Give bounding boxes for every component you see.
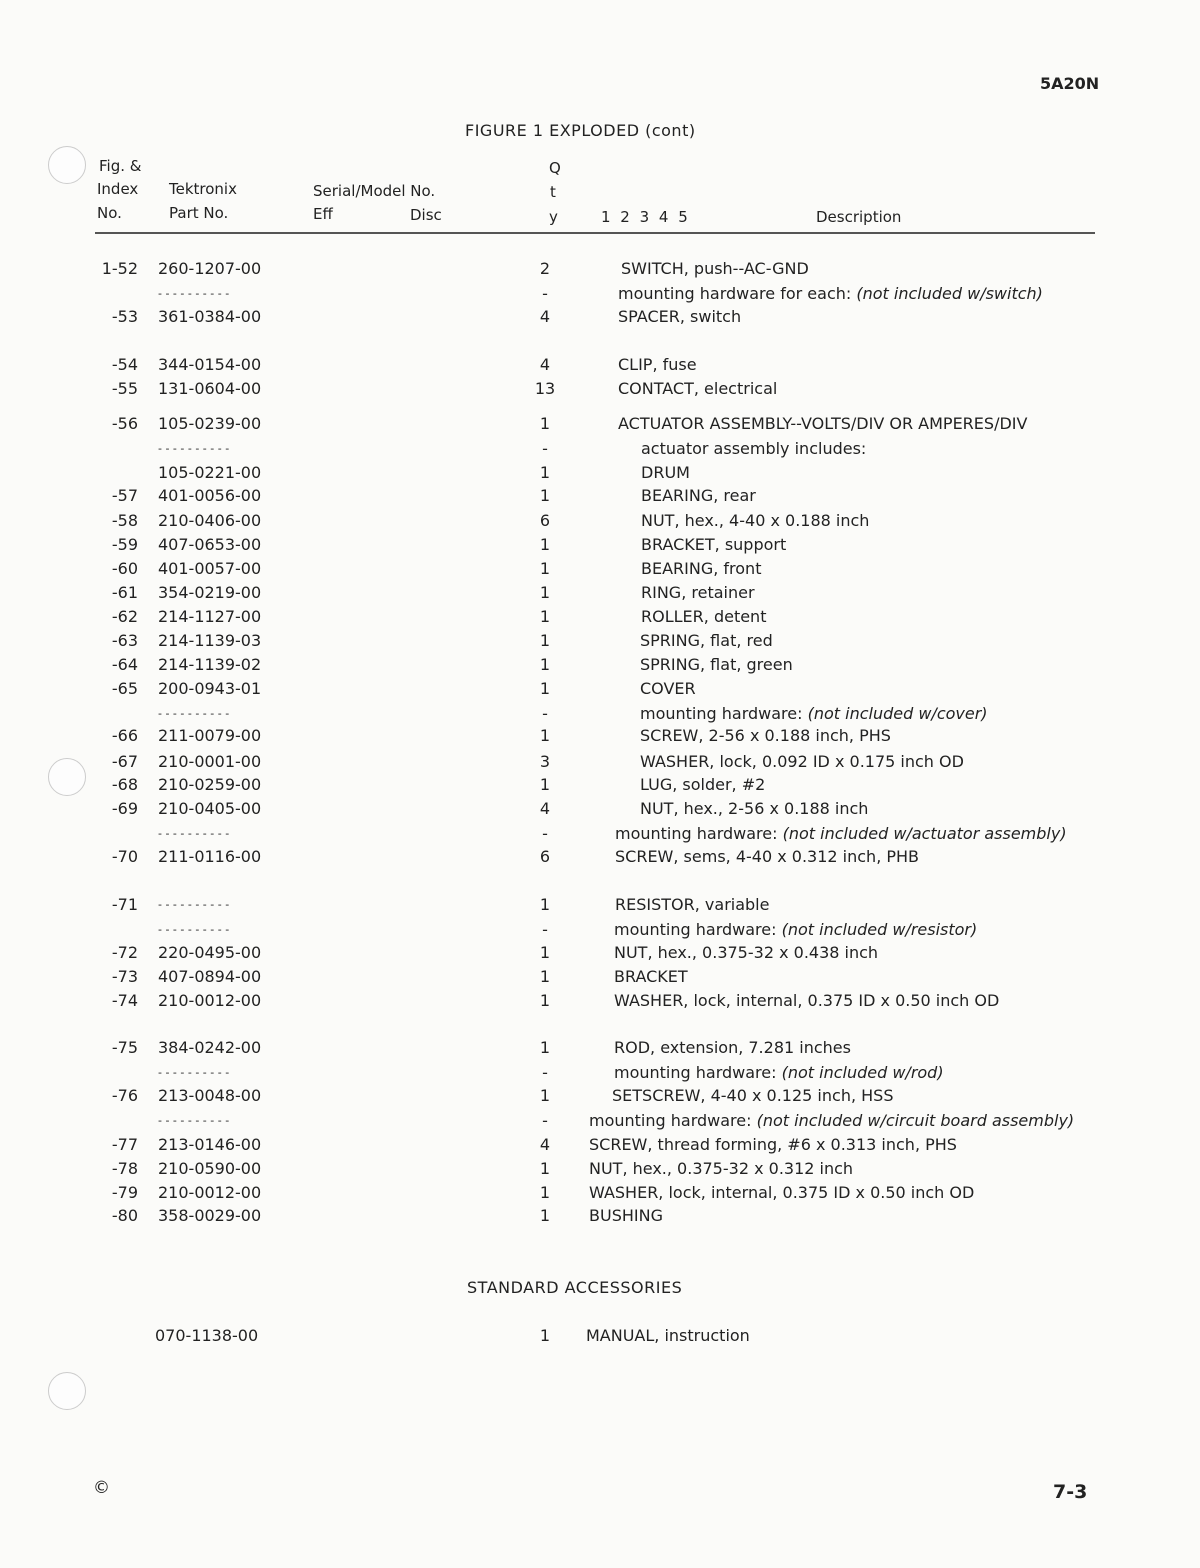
row-index: 1-52 (101, 259, 138, 278)
parts-row (0, 965, 1200, 989)
row-qty: - (542, 704, 548, 723)
parts-row (0, 989, 1200, 1013)
parts-row (0, 677, 1200, 701)
row-description (614, 1061, 944, 1085)
parts-row (0, 353, 1200, 377)
row-description-note: (not included w/resistor) (781, 920, 978, 939)
header-description: Description (816, 208, 902, 226)
row-description-text: SPACER, switch (618, 307, 742, 326)
row-qty: 1 (539, 943, 551, 962)
row-index: -74 (111, 991, 138, 1010)
row-qty: 1 (539, 775, 551, 794)
header-qty-t: t (550, 183, 556, 201)
page-number: 7-3 (1053, 1481, 1088, 1503)
row-part-number: - - - - - - - - - - (158, 442, 230, 455)
row-description (612, 1084, 893, 1108)
row-description (641, 533, 786, 557)
row-description (615, 822, 1067, 846)
header-fig-2: Index (97, 180, 139, 198)
row-description-text: RESISTOR, variable (615, 895, 770, 914)
row-qty: 2 (539, 259, 551, 278)
parts-row (0, 1061, 1200, 1085)
row-description-text: WASHER, lock, internal, 0.375 ID x 0.50 inch OD (589, 1183, 975, 1202)
header-rule (95, 232, 1095, 234)
row-description-text: mounting hardware: (614, 920, 782, 939)
header-tektronix-2: Part No. (169, 204, 229, 222)
row-description-text: actuator assembly includes: (641, 439, 867, 458)
row-part-number: 210-0001-00 (158, 752, 262, 771)
row-description (618, 377, 777, 401)
parts-row (0, 282, 1200, 306)
model-number: 5A20N (1040, 74, 1100, 93)
row-index: -79 (111, 1183, 138, 1202)
row-qty: 1 (539, 559, 551, 578)
row-description-text: BRACKET (614, 967, 688, 986)
row-description (641, 461, 690, 485)
parts-row (0, 1181, 1200, 1205)
row-index: -55 (111, 379, 138, 398)
row-description (640, 773, 765, 797)
row-part-number: 213-0048-00 (158, 1086, 262, 1105)
row-description-text: WASHER, lock, 0.092 ID x 0.175 inch OD (640, 752, 964, 771)
row-part-number: 384-0242-00 (158, 1038, 262, 1057)
row-part-number: - - - - - - - - - - (158, 827, 230, 840)
row-index: -64 (111, 655, 138, 674)
row-qty: 4 (539, 799, 551, 818)
row-description-text: NUT, hex., 0.375-32 x 0.312 inch (589, 1159, 854, 1178)
parts-row (0, 773, 1200, 797)
row-part-number: 210-0406-00 (158, 511, 262, 530)
parts-row (0, 557, 1200, 581)
row-description (589, 1133, 957, 1157)
row-qty: 1 (539, 1159, 551, 1178)
parts-row (0, 918, 1200, 942)
row-qty: 3 (539, 752, 551, 771)
parts-row (0, 941, 1200, 965)
row-index: -58 (111, 511, 138, 530)
row-part-number: 214-1127-00 (158, 607, 262, 626)
row-part-number: 210-0012-00 (158, 991, 262, 1010)
row-part-number: 407-0653-00 (158, 535, 262, 554)
row-qty: 1 (539, 414, 551, 433)
row-index: -72 (111, 943, 138, 962)
row-index: -56 (111, 414, 138, 433)
row-description-text: ROLLER, detent (641, 607, 767, 626)
header-eff: Eff (313, 205, 333, 223)
row-part-number: - - - - - - - - - - (158, 1114, 230, 1127)
row-part-number: - - - - - - - - - - (158, 707, 230, 720)
row-description (589, 1109, 1074, 1133)
row-index: -60 (111, 559, 138, 578)
row-part-number: 214-1139-03 (158, 631, 262, 650)
row-description-text: mounting hardware for each: (618, 284, 857, 303)
row-qty: 1 (539, 463, 551, 482)
accessory-desc: MANUAL, instruction (586, 1326, 750, 1345)
binder-hole-bottom (48, 1372, 86, 1410)
row-part-number: 220-0495-00 (158, 943, 262, 962)
header-fig-1: Fig. & (99, 157, 142, 175)
row-qty: 6 (539, 511, 551, 530)
row-description (641, 605, 766, 629)
row-description (640, 750, 964, 774)
row-description (618, 412, 1027, 436)
row-part-number: - - - - - - - - - - (158, 898, 230, 911)
row-part-number: 131-0604-00 (158, 379, 262, 398)
row-index: -61 (111, 583, 138, 602)
row-description-text: NUT, hex., 2-56 x 0.188 inch (640, 799, 869, 818)
parts-row (0, 581, 1200, 605)
parts-row (0, 1109, 1200, 1133)
row-description (589, 1181, 974, 1205)
row-part-number: 214-1139-02 (158, 655, 262, 674)
row-description-note: (not included w/switch) (856, 284, 1043, 303)
row-description-note: (not included w/cover) (807, 704, 988, 723)
row-qty: 6 (539, 847, 551, 866)
row-description-text: SCREW, sems, 4-40 x 0.312 inch, PHB (615, 847, 920, 866)
row-part-number: 210-0012-00 (158, 1183, 262, 1202)
header-fig-3: No. (97, 204, 122, 222)
row-index: -62 (111, 607, 138, 626)
row-qty: 13 (534, 379, 556, 398)
row-description-text: mounting hardware: (614, 1063, 782, 1082)
parts-row (0, 797, 1200, 821)
row-index: -65 (111, 679, 138, 698)
row-qty: 1 (539, 607, 551, 626)
row-description (640, 702, 988, 726)
row-qty: 1 (539, 655, 551, 674)
row-description (614, 989, 999, 1013)
row-description (640, 629, 773, 653)
row-index: -75 (111, 1038, 138, 1057)
row-description (640, 677, 696, 701)
row-index: -78 (111, 1159, 138, 1178)
row-description-text: BUSHING (589, 1206, 663, 1225)
row-index: -63 (111, 631, 138, 650)
parts-row (0, 305, 1200, 329)
row-part-number: 210-0259-00 (158, 775, 262, 794)
row-part-number: 407-0894-00 (158, 967, 262, 986)
row-description-text: ROD, extension, 7.281 inches (614, 1038, 851, 1057)
row-description-text: LUG, solder, #2 (640, 775, 766, 794)
row-description-text: RING, retainer (641, 583, 755, 602)
copyright-symbol: © (93, 1478, 110, 1498)
parts-row (0, 412, 1200, 436)
row-qty: - (542, 1063, 548, 1082)
parts-row (0, 1157, 1200, 1181)
row-description (615, 845, 919, 869)
row-index: -71 (111, 895, 138, 914)
row-part-number: 200-0943-01 (158, 679, 262, 698)
row-description-text: NUT, hex., 4-40 x 0.188 inch (641, 511, 870, 530)
accessory-part: 070-1138-00 (155, 1326, 259, 1345)
row-description-note: (not included w/circuit board assembly) (756, 1111, 1075, 1130)
accessory-qty: 1 (539, 1326, 551, 1345)
row-description-text: BEARING, front (641, 559, 762, 578)
parts-row (0, 822, 1200, 846)
row-description (614, 1036, 851, 1060)
accessory-row (0, 1324, 1200, 1348)
header-levels: 1 2 3 4 5 (601, 208, 688, 226)
row-description-text: CLIP, fuse (618, 355, 697, 374)
row-description-text: SPRING, flat, red (640, 631, 773, 650)
row-description-text: SETSCREW, 4-40 x 0.125 inch, HSS (612, 1086, 894, 1105)
row-qty: 1 (539, 1086, 551, 1105)
parts-row (0, 1133, 1200, 1157)
row-index: -68 (111, 775, 138, 794)
row-description (641, 484, 756, 508)
row-description-text: SCREW, thread forming, #6 x 0.313 inch, PHS (589, 1135, 957, 1154)
header-tektronix-1: Tektronix (169, 180, 237, 198)
row-description-text: CONTACT, electrical (618, 379, 778, 398)
row-index: -77 (111, 1135, 138, 1154)
row-description-text: BRACKET, support (641, 535, 787, 554)
header-qty-q: Q (549, 159, 561, 177)
row-description-text: DRUM (641, 463, 690, 482)
row-index: -67 (111, 752, 138, 771)
row-qty: 1 (539, 726, 551, 745)
row-description-note: (not included w/rod) (781, 1063, 944, 1082)
row-description (641, 581, 755, 605)
row-qty: - (542, 439, 548, 458)
row-index: -59 (111, 535, 138, 554)
row-qty: - (542, 1111, 548, 1130)
row-part-number: 211-0079-00 (158, 726, 262, 745)
parts-row (0, 702, 1200, 726)
row-description-text: WASHER, lock, internal, 0.375 ID x 0.50 inch OD (614, 991, 1000, 1010)
row-description-text: BEARING, rear (641, 486, 756, 505)
row-part-number: 105-0239-00 (158, 414, 262, 433)
row-qty: 1 (539, 967, 551, 986)
row-qty: 1 (539, 583, 551, 602)
row-description (618, 305, 741, 329)
row-description-text: SWITCH, push--AC-GND (621, 259, 809, 278)
parts-row (0, 629, 1200, 653)
row-part-number: - - - - - - - - - - (158, 287, 230, 300)
row-description (641, 557, 761, 581)
row-description (614, 941, 878, 965)
row-index: -70 (111, 847, 138, 866)
standard-accessories-title: STANDARD ACCESSORIES (467, 1278, 683, 1297)
row-qty: 4 (539, 307, 551, 326)
row-description (614, 918, 977, 942)
row-qty: 1 (539, 679, 551, 698)
row-index: -53 (111, 307, 138, 326)
row-description (589, 1204, 663, 1228)
parts-row (0, 1204, 1200, 1228)
parts-row (0, 724, 1200, 748)
row-qty: 1 (539, 535, 551, 554)
row-index: -69 (111, 799, 138, 818)
row-part-number: - - - - - - - - - - (158, 923, 230, 936)
row-description-text: SPRING, flat, green (640, 655, 793, 674)
parts-row (0, 484, 1200, 508)
parts-row (0, 1036, 1200, 1060)
row-part-number: 401-0057-00 (158, 559, 262, 578)
row-qty: 1 (539, 1206, 551, 1225)
row-qty: 1 (539, 991, 551, 1010)
row-description-text: mounting hardware: (589, 1111, 757, 1130)
row-qty: 1 (539, 1038, 551, 1057)
row-index: -80 (111, 1206, 138, 1225)
row-description-text: mounting hardware: (640, 704, 808, 723)
row-description (614, 965, 688, 989)
parts-row (0, 509, 1200, 533)
row-part-number: 401-0056-00 (158, 486, 262, 505)
row-description (621, 257, 809, 281)
row-description-text: COVER (640, 679, 696, 698)
parts-row (0, 605, 1200, 629)
row-description (640, 653, 793, 677)
row-description (641, 437, 866, 461)
row-part-number: 210-0590-00 (158, 1159, 262, 1178)
row-index: -57 (111, 486, 138, 505)
row-part-number: 344-0154-00 (158, 355, 262, 374)
row-description-text: SCREW, 2-56 x 0.188 inch, PHS (640, 726, 891, 745)
row-qty: 4 (539, 1135, 551, 1154)
header-serial: Serial/Model No. (313, 182, 436, 200)
row-description (640, 724, 891, 748)
parts-row (0, 893, 1200, 917)
parts-row (0, 437, 1200, 461)
parts-row (0, 461, 1200, 485)
row-index: -66 (111, 726, 138, 745)
header-qty-y: y (549, 208, 558, 226)
row-qty: 1 (539, 1183, 551, 1202)
row-description (615, 893, 769, 917)
parts-row (0, 750, 1200, 774)
row-description-text: NUT, hex., 0.375-32 x 0.438 inch (614, 943, 879, 962)
row-qty: 1 (539, 486, 551, 505)
row-part-number: 105-0221-00 (158, 463, 262, 482)
row-qty: - (542, 824, 548, 843)
row-part-number: 361-0384-00 (158, 307, 262, 326)
row-description (589, 1157, 853, 1181)
parts-row (0, 257, 1200, 281)
row-qty: 4 (539, 355, 551, 374)
parts-row (0, 533, 1200, 557)
parts-row (0, 845, 1200, 869)
row-part-number: 354-0219-00 (158, 583, 262, 602)
row-part-number: 260-1207-00 (158, 259, 262, 278)
row-qty: - (542, 920, 548, 939)
row-description-note: (not included w/actuator assembly) (782, 824, 1067, 843)
row-part-number: 358-0029-00 (158, 1206, 262, 1225)
row-part-number: 210-0405-00 (158, 799, 262, 818)
row-index: -73 (111, 967, 138, 986)
binder-hole-top (48, 146, 86, 184)
row-description-text: ACTUATOR ASSEMBLY--VOLTS/DIV OR AMPERES/DIV (618, 414, 1028, 433)
row-index: -54 (111, 355, 138, 374)
figure-title: FIGURE 1 EXPLODED (cont) (465, 121, 696, 140)
row-qty: 1 (539, 631, 551, 650)
header-disc: Disc (410, 206, 442, 224)
row-qty: 1 (539, 895, 551, 914)
row-part-number: - - - - - - - - - - (158, 1066, 230, 1079)
parts-row (0, 1084, 1200, 1108)
row-description (640, 797, 868, 821)
parts-row (0, 377, 1200, 401)
row-index: -76 (111, 1086, 138, 1105)
row-description (618, 353, 697, 377)
row-description-text: mounting hardware: (615, 824, 783, 843)
parts-row (0, 653, 1200, 677)
row-part-number: 211-0116-00 (158, 847, 262, 866)
row-description (618, 282, 1043, 306)
row-qty: - (542, 284, 548, 303)
row-description (641, 509, 869, 533)
row-part-number: 213-0146-00 (158, 1135, 262, 1154)
